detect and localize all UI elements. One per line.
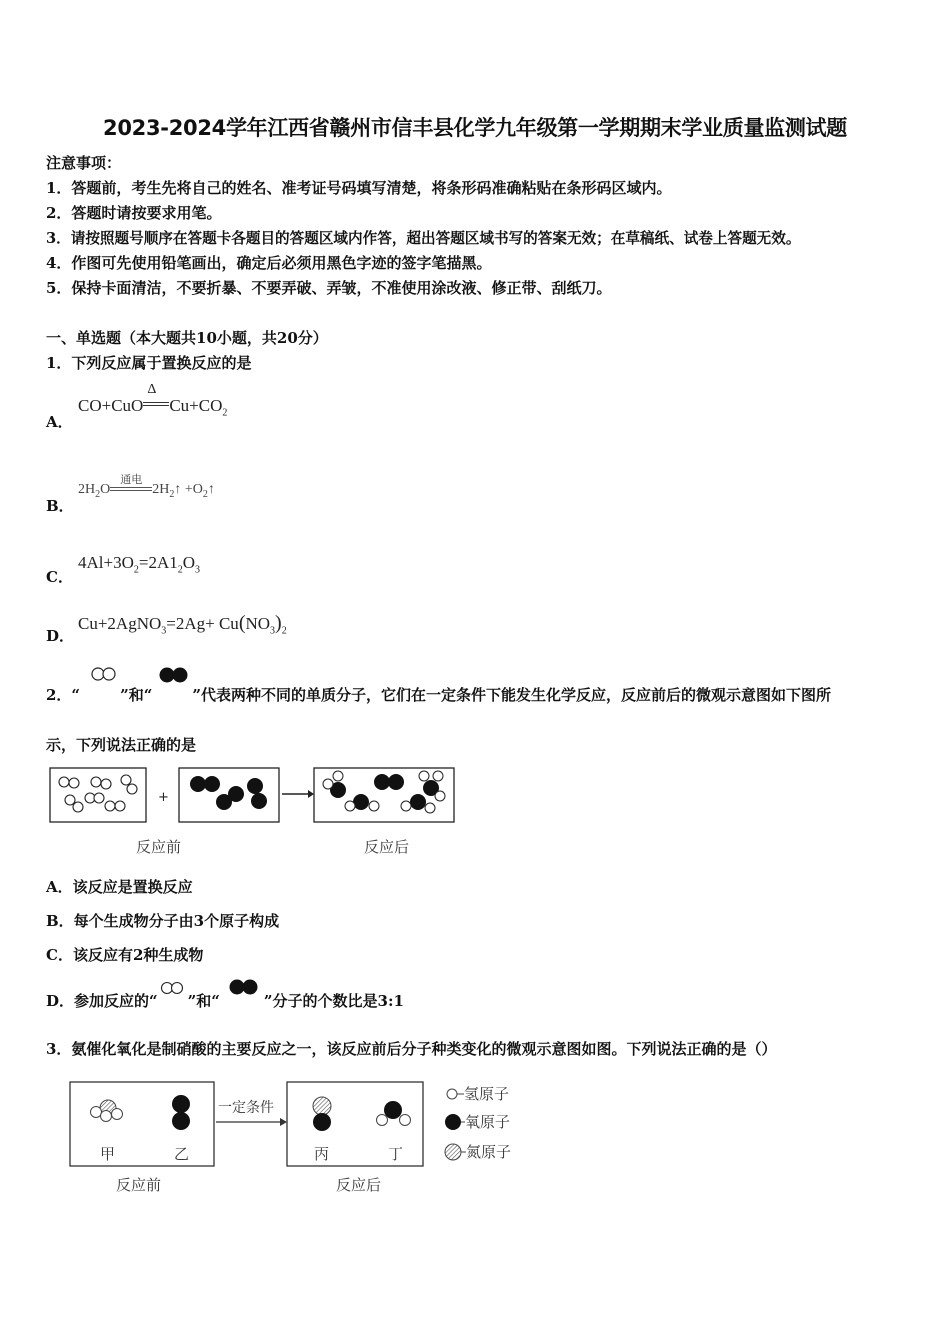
notice-item: 4．作图可先使用铅笔画出，确定后必须用黑色字迹的签字笔描黑。 bbox=[46, 254, 492, 272]
option-a-label[interactable]: A． bbox=[46, 413, 73, 431]
label-ding: 丁 bbox=[388, 1145, 404, 1163]
q2-reaction-diagram bbox=[46, 762, 466, 862]
black-molecule-icon bbox=[158, 666, 190, 684]
notice-item: 5．保持卡面清洁，不要折暴、不要弄破、弄皱，不准使用涂改液、修正带、刮纸刀。 bbox=[46, 279, 612, 297]
fig-after-label: 反应后 bbox=[364, 838, 410, 856]
fig-before-label: 反应前 bbox=[136, 838, 182, 856]
white-molecule-icon bbox=[90, 666, 118, 682]
black-molecule-icon bbox=[228, 978, 262, 996]
page-title: 2023-2024学年江西省赣州市信丰县化学九年级第一学期期末学业质量监测试题 bbox=[103, 116, 847, 140]
question-1-stem: 1．下列反应属于置换反应的是 bbox=[46, 354, 252, 372]
section-heading: 一、单选题（本大题共10小题，共20分） bbox=[46, 329, 328, 347]
option-b-label[interactable]: B． bbox=[46, 497, 74, 515]
option-d-label[interactable]: D． bbox=[46, 627, 75, 645]
q3-reaction-diagram bbox=[66, 1078, 546, 1198]
q3-after-label: 反应后 bbox=[336, 1176, 382, 1194]
q2-option-d-part: ”分子的个数比是3:1 bbox=[263, 992, 404, 1010]
legend-nitrogen: 氮原子 bbox=[466, 1143, 512, 1161]
q2-stem-part: 2．“ bbox=[46, 686, 81, 704]
plus-sign: + bbox=[158, 790, 169, 805]
q2-option-c[interactable]: C．该反应有2种生成物 bbox=[46, 946, 204, 964]
label-yi: 乙 bbox=[174, 1145, 190, 1163]
notice-item: 3．请按照题号顺序在答题卡各题目的答题区域内作答，超出答题区域书写的答案无效；在草稿纸、试卷上答题无效。 bbox=[46, 230, 801, 247]
q2-option-d[interactable] bbox=[46, 990, 404, 1011]
q2-option-a[interactable]: A．该反应是置换反应 bbox=[46, 878, 193, 896]
question-2-stem-cont: 示，下列说法正确的是 bbox=[46, 736, 197, 754]
equation-b-condition: 通电 bbox=[120, 474, 143, 486]
notice-item: 1．答题前，考生先将自己的姓名、准考证号码填写清楚，将条形码准确粘贴在条形码区域内。 bbox=[46, 179, 672, 197]
notice-heading: 注意事项： bbox=[46, 154, 122, 172]
equation-a-condition: Δ bbox=[147, 382, 157, 397]
label-jia: 甲 bbox=[100, 1145, 116, 1163]
equation-c: $4Al+3O_2=2A1_2O_3$ bbox=[78, 553, 201, 576]
q3-before-label: 反应前 bbox=[116, 1176, 162, 1194]
q2-option-d-part: D．参加反应的“ bbox=[46, 992, 158, 1010]
label-bing: 丙 bbox=[314, 1145, 330, 1163]
question-3-stem: 3．氨催化氧化是制硝酸的主要反应之一，该反应前后分子种类变化的微观示意图如图。下列说法正确的是（） bbox=[46, 1040, 777, 1058]
q2-stem-part: ”和“ bbox=[120, 686, 153, 704]
notice-item: 2．答题时请按要求用笔。 bbox=[46, 204, 222, 222]
legend-oxygen: 氧原子 bbox=[465, 1113, 511, 1131]
q2-option-b[interactable]: B．每个生成物分子由3个原子构成 bbox=[46, 912, 280, 930]
question-2-stem bbox=[46, 684, 831, 705]
q2-option-d-part: ”和“ bbox=[187, 992, 220, 1010]
q2-stem-part: ”代表两种不同的单质分子，它们在一定条件下能发生化学反应，反应前后的微观示意图如下图所 bbox=[192, 686, 831, 704]
equation-a: CO+CuO Δ $Cu+CO_2$ bbox=[78, 382, 228, 419]
legend-hydrogen: 氢原子 bbox=[464, 1085, 510, 1103]
reaction-condition: 一定条件 bbox=[218, 1100, 274, 1116]
option-c-label[interactable]: C． bbox=[46, 568, 73, 586]
white-molecule-icon bbox=[160, 980, 186, 996]
equation-d: Cu+2AgNO$_3$=2Ag+ $Cu(NO_3)_2$ bbox=[78, 612, 287, 637]
equation-b: $2H_2O$ 通电 $2H_2↑$ $+O_2↑$ bbox=[78, 482, 215, 500]
